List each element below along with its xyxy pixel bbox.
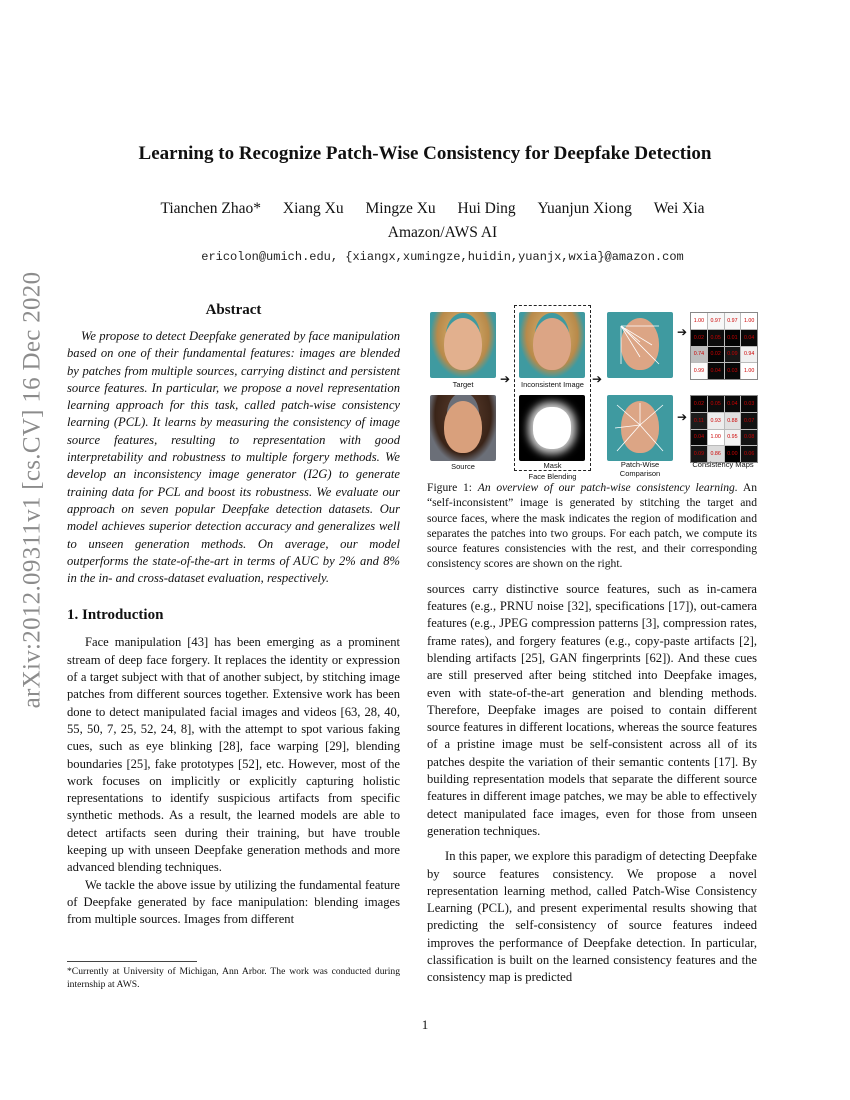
- affiliation: Amazon/AWS AI: [387, 224, 498, 241]
- caption-italic: An overview of our patch-wise consistency learning.: [477, 481, 738, 494]
- arrow-right-icon: ➔: [592, 372, 603, 386]
- left-column: [67, 302, 400, 929]
- consistency-cell: 0.97: [725, 313, 741, 329]
- figure-1: [427, 300, 757, 481]
- consistency-cell: 0.00: [725, 446, 741, 462]
- consistency-map-top: [690, 312, 758, 380]
- label-inconsistent-image: Inconsistent Image: [521, 380, 584, 389]
- consistency-cell: 0.08: [741, 430, 757, 446]
- consistency-cell: 0.04: [741, 330, 757, 346]
- consistency-cell: 1.00: [741, 363, 757, 379]
- consistency-cell: 0.01: [725, 330, 741, 346]
- consistency-cell: 0.02: [691, 396, 707, 412]
- right-paragraph-1: sources carry distinctive source features, such as in-camera features (e.g., PRNU noise [32], specifications [17]), out-camera features (e.g., JPEG compression patterns [3], compression rates, frame rates), and forgery features (e.g., copy-paste artifacts [2], blending artifacts [25], GAN fingerprints [62]). And these cues are still preserved after being stitched into Deepfake images, even with state-of-the-art generation and blending methods. Therefore, Deepfake images are poised to contain different source features in different locations, whereas the source features of a pristine image must be self-consistent across all of its patches despite the variation of their semantic contents [17]. By building representation models that separate the different source features in different image patches, we may be able to effectively detect manipulated face images, even for those from unseen generation techniques.: [427, 581, 757, 838]
- arrow-right-icon: ➔: [500, 372, 511, 386]
- comparison-arrows: [607, 395, 673, 461]
- consistency-cell: 0.02: [708, 347, 724, 363]
- label-face-blending: Face Blending: [528, 472, 577, 481]
- consistency-cell: 0.09: [691, 446, 707, 462]
- consistency-cell: 1.00: [741, 313, 757, 329]
- caption-prefix: Figure 1:: [427, 481, 478, 494]
- consistency-cell: 0.09: [725, 347, 741, 363]
- patchwise-face-bottom: [607, 395, 673, 461]
- comparison-arrows: [607, 312, 673, 378]
- consistency-cell: 0.05: [708, 396, 724, 412]
- patchwise-face-top: [607, 312, 673, 378]
- intro-paragraph-1: Face manipulation [43] has been emerging as a prominent stream of deep face forgery. It replaces the identity or expression of a target subject with that of another subject, by stitching image patches from different sources together. Extensive work has been done to detect manipulated facial images and videos [63, 28, 40, 55, 50, 7, 25, 52, 24, 8], with the attempt to spot various faking cues, such as eye blinking [28], face warping [29], blending boundaries [25], fake prototypes [52], etc. However, most of the work focuses on implicitly or explicitly capturing holistic representations to identify suspicious artifacts from specific synthetic methods. As a result, the learned models are able to detect artifacts seen during their training, but have trouble keeping up with unseen Deepfake generation methods and more advanced blending techniques.: [67, 635, 400, 875]
- consistency-cell: 0.93: [708, 413, 724, 429]
- arxiv-stamp: arXiv:2012.09311v1 [cs.CV] 16 Dec 2020: [18, 271, 46, 709]
- consistency-cell: 0.03: [741, 396, 757, 412]
- footnote-rule: [67, 961, 197, 962]
- consistency-cell: 0.02: [691, 330, 707, 346]
- consistency-cell: 0.88: [725, 413, 741, 429]
- author: Mingze Xu: [365, 200, 436, 217]
- consistency-cell: 0.97: [708, 313, 724, 329]
- right-column: [427, 300, 757, 987]
- consistency-cell: 0.06: [741, 446, 757, 462]
- abstract-text: We propose to detect Deepfake generated by face manipulation based on one of their fundamental features: images are blended by patches from multiple sources, carrying distinct and persistent source features. In particular, we propose a novel representation learning approach for this task, called patch-wise consistency learning (PCL). It learns by measuring the consistency of image source features, resulting to representation with good interpretability and robustness to multiple forgery methods. We develop an inconsistency image generator (I2G) to generate training data for PCL and boost its robustness. We evaluate our approach on seven popular Deepfake detection datasets. Our model achieves superior detection accuracy and generalizes well to unseen generation methods. On average, our model outperforms the state-of-the-art in terms of AUC by 2% and 8% in the in- and cross-dataset evaluation, respectively.: [67, 329, 400, 586]
- right-paragraph-2: In this paper, we explore this paradigm of detecting Deepfake by source features consistency. We propose a novel representation learning method, called Patch-Wise Consistency Learning (PCL), and present experimental results showing that predicting the self-consistency of source features indeed improves the performance of Deepfake detection. In particular, classification is built on the learned consistency features and the consistency map is predicted: [427, 849, 757, 985]
- author-list: [60, 200, 805, 218]
- label-mask: Mask: [543, 461, 562, 470]
- author: Yuanjun Xiong: [537, 200, 632, 217]
- consistency-cell: 1.00: [691, 313, 707, 329]
- consistency-cell: 0.95: [725, 430, 741, 446]
- page-number: 1: [421, 1017, 429, 1032]
- consistency-map-bottom: [690, 395, 758, 463]
- caption-text: An “self-inconsistent” image is generated by stitching the target and source faces, where the mask indicates the region of modification and separates the patches into two groups. For each patch, we compute its source features consistencies with the rest, and their corresponding consistency scores are shown on the right.: [427, 481, 757, 571]
- consistency-cell: 0.11: [691, 413, 707, 429]
- consistency-cell: 1.00: [708, 430, 724, 446]
- consistency-cell: 0.94: [741, 347, 757, 363]
- source-face-image: [430, 395, 496, 461]
- author: Hui Ding: [457, 200, 516, 217]
- abstract-heading: Abstract: [205, 302, 262, 318]
- arrow-right-icon: ➔: [677, 410, 688, 424]
- section-heading-introduction: 1. Introduction: [67, 607, 164, 624]
- figure-1-caption: [427, 480, 757, 572]
- label-target: Target: [452, 380, 474, 389]
- author: Xiang Xu: [282, 200, 344, 217]
- label-consistency-maps: Consistency Maps: [692, 460, 754, 469]
- label-source: Source: [451, 462, 475, 471]
- label-patchwise-comparison: Patch-Wise Comparison: [619, 460, 661, 478]
- inconsistent-face-image: [519, 312, 585, 378]
- consistency-cell: 0.99: [691, 363, 707, 379]
- consistency-cell: 0.05: [708, 330, 724, 346]
- consistency-cell: 0.04: [691, 430, 707, 446]
- author: Tianchen Zhao*: [160, 200, 262, 217]
- consistency-cell: 0.74: [691, 347, 707, 363]
- target-face-image: [430, 312, 496, 378]
- consistency-cell: 0.86: [708, 446, 724, 462]
- footnote: *Currently at University of Michigan, Ann Arbor. The work was conducted during internship at AWS.: [67, 966, 400, 990]
- arrow-right-icon: ➔: [677, 325, 688, 339]
- mask-image: [519, 395, 585, 461]
- consistency-cell: 0.04: [708, 363, 724, 379]
- consistency-cell: 0.03: [725, 363, 741, 379]
- consistency-cell: 0.04: [725, 396, 741, 412]
- author: Wei Xia: [653, 200, 705, 217]
- consistency-cell: 0.07: [741, 413, 757, 429]
- intro-paragraph-2: We tackle the above issue by utilizing the fundamental feature of Deepfake generated by face manipulation: blending images from multiple sources. Images from different: [67, 877, 400, 927]
- author-emails: ericolon@umich.edu, {xiangx,xumingze,huidin,yuanjx,wxia}@amazon.com: [201, 250, 684, 264]
- paper-title: Learning to Recognize Patch-Wise Consistency for Deepfake Detection: [138, 143, 712, 164]
